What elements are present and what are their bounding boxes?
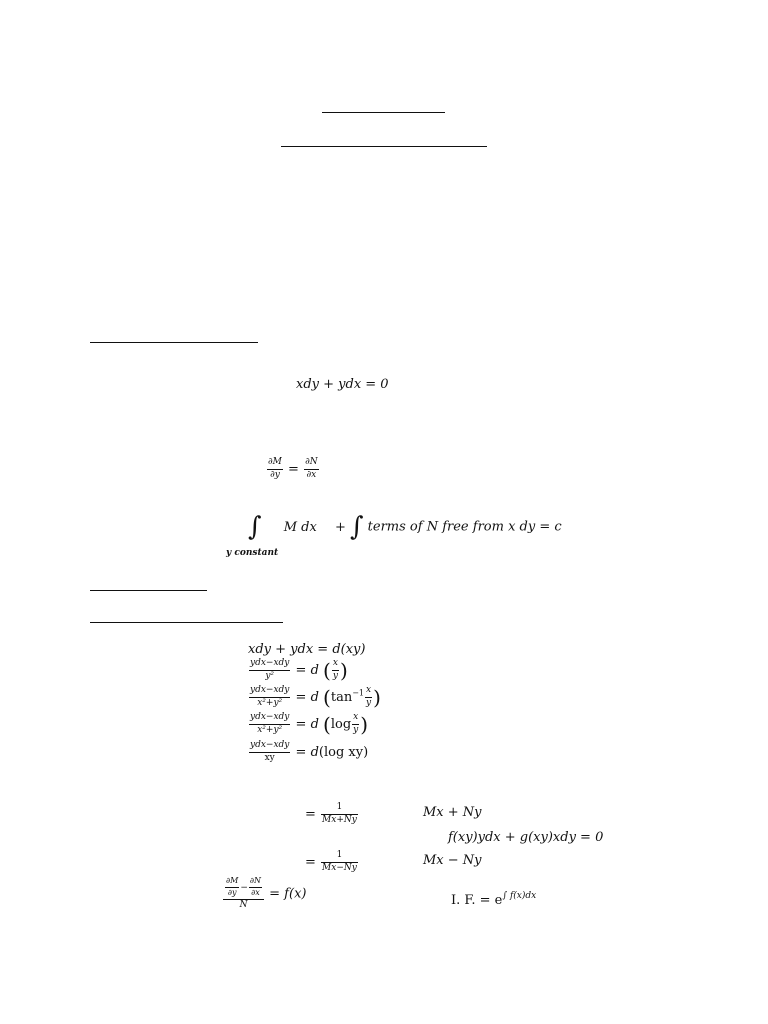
ed3-den: x²+y² <box>257 697 283 708</box>
integral-sign-2: ∫ <box>349 512 364 542</box>
ed3-num: ydx−xdy <box>249 686 290 698</box>
ed5-num: ydx−xdy <box>249 741 290 753</box>
if3-n2: ∂N <box>249 877 262 888</box>
solution-term-2: terms of N free from x dy = c <box>367 519 562 535</box>
ed2-rhs-num: x <box>332 659 339 671</box>
exact-differential-2: $\frac{\text{ydx−xdy}}{\text{y²}}$ = d ( $\frac{x}{y}$ ) <box>250 658 348 683</box>
dm-numerator: ∂M <box>267 458 283 470</box>
ed5-lhs-fraction <box>249 741 290 764</box>
solution-term-1: M dx <box>283 519 317 535</box>
ed1-lhs: xdy + ydx <box>248 642 314 657</box>
if1-equals: = <box>305 806 316 822</box>
if3-minus: − <box>240 882 248 893</box>
if1-num: 1 <box>321 803 358 815</box>
if3-lhs <box>222 877 306 910</box>
if3-label: I. F. = e <box>451 893 503 908</box>
solution-formula <box>248 514 562 540</box>
title-underline <box>322 112 445 113</box>
ed1-rhs: d(xy) <box>332 642 366 657</box>
ed3-rhs-d: d <box>310 689 319 705</box>
if3-result <box>451 892 536 907</box>
basic-equation <box>296 378 389 391</box>
exact-differential-5: $\frac{\text{ydx−xdy}}{xy}$ = d(log xy) <box>250 740 369 763</box>
dx-denominator: ∂x <box>306 469 317 480</box>
solution-plus: + <box>334 519 346 535</box>
ed5-rhs-fn: (log xy) <box>318 744 369 760</box>
dy-denominator: ∂y <box>270 469 280 480</box>
exact-differential-1: xdy + ydx = d(xy) <box>248 642 366 657</box>
if2-equals: = <box>305 854 316 870</box>
if3-rhs: = f(x) <box>269 886 307 902</box>
ed2-num: ydx−xdy <box>249 659 290 671</box>
ed3-rhs-num: x <box>365 686 372 698</box>
section-heading-underline-3 <box>90 622 283 623</box>
ed5-rhs-d: d <box>310 744 319 760</box>
ed3-rhs-fraction <box>365 686 372 709</box>
exact-differential-3: $\frac{\text{ydx−xdy}}{\text{x²+y²}}$ = d ($\tan^{-1}$ $\frac{x}{y}$ ) <box>250 685 381 710</box>
subtitle-underline <box>281 146 487 147</box>
ed2-rhs-fraction <box>332 659 339 682</box>
ed4-num: ydx−xdy <box>249 713 290 725</box>
if1-lhs <box>305 803 359 826</box>
ed3-rhs-fn: tan <box>330 689 353 705</box>
ed4-den: x²+y² <box>257 724 283 735</box>
integral-limit: y constant <box>226 548 279 558</box>
ed3-rhs-den: y <box>366 697 372 708</box>
ed2-lhs-fraction <box>249 659 290 682</box>
if3-outer-num <box>223 877 264 900</box>
if2-num: 1 <box>321 851 358 863</box>
if3-d2: ∂x <box>251 887 260 897</box>
integral-sign-1: ∫ <box>248 512 262 542</box>
ed2-rhs-den: y <box>332 670 338 681</box>
ed4-rhs-d: d <box>310 716 319 732</box>
ed4-lhs-fraction <box>249 713 290 736</box>
exactness-equals: = <box>288 461 299 477</box>
ed4-rhs-fraction <box>352 713 359 736</box>
ed3-rhs-sup: −1 <box>352 688 364 698</box>
if2-fraction <box>321 851 358 874</box>
section-heading-underline-2 <box>90 590 207 591</box>
ed2-rhs-d: d <box>310 662 319 678</box>
dn-numerator: ∂N <box>304 458 319 470</box>
basic-equation-text: xdy + ydx = 0 <box>296 377 389 392</box>
if2-den: Mx−Ny <box>322 862 357 873</box>
if2-condition: Mx − Ny <box>423 853 482 868</box>
ed4-rhs-fn: log <box>330 716 352 732</box>
ed5-den: xy <box>264 752 275 763</box>
dm-dy-fraction <box>267 458 283 481</box>
homogeneous-form: f(xy)ydx + g(xy)xdy = 0 <box>448 830 604 845</box>
if3-n1: ∂M <box>225 877 239 888</box>
dn-dx-fraction <box>304 458 319 481</box>
if1-fraction <box>321 803 358 826</box>
ed3-lhs-fraction <box>249 686 290 709</box>
exactness-condition <box>266 458 320 481</box>
if2-lhs <box>305 851 359 874</box>
if1-den: Mx+Ny <box>322 814 357 825</box>
if3-outer-fraction <box>223 877 264 910</box>
ed4-rhs-num: x <box>352 713 359 725</box>
if3-exponent: ∫ f(x)dx <box>502 891 537 901</box>
section-heading-underline-1 <box>90 342 258 343</box>
if3-dm-dy <box>225 877 239 898</box>
exact-differential-4: $\frac{\text{ydx−xdy}}{\text{x²+y²}}$ = d (log $\frac{x}{y}$ ) <box>250 712 369 737</box>
if3-den: N <box>239 899 248 910</box>
if3-d1: ∂y <box>227 887 237 897</box>
if3-dn-dx <box>249 877 262 898</box>
if1-condition: Mx + Ny <box>423 805 482 820</box>
ed4-rhs-den: y <box>353 724 359 735</box>
ed2-den: y² <box>265 670 275 681</box>
